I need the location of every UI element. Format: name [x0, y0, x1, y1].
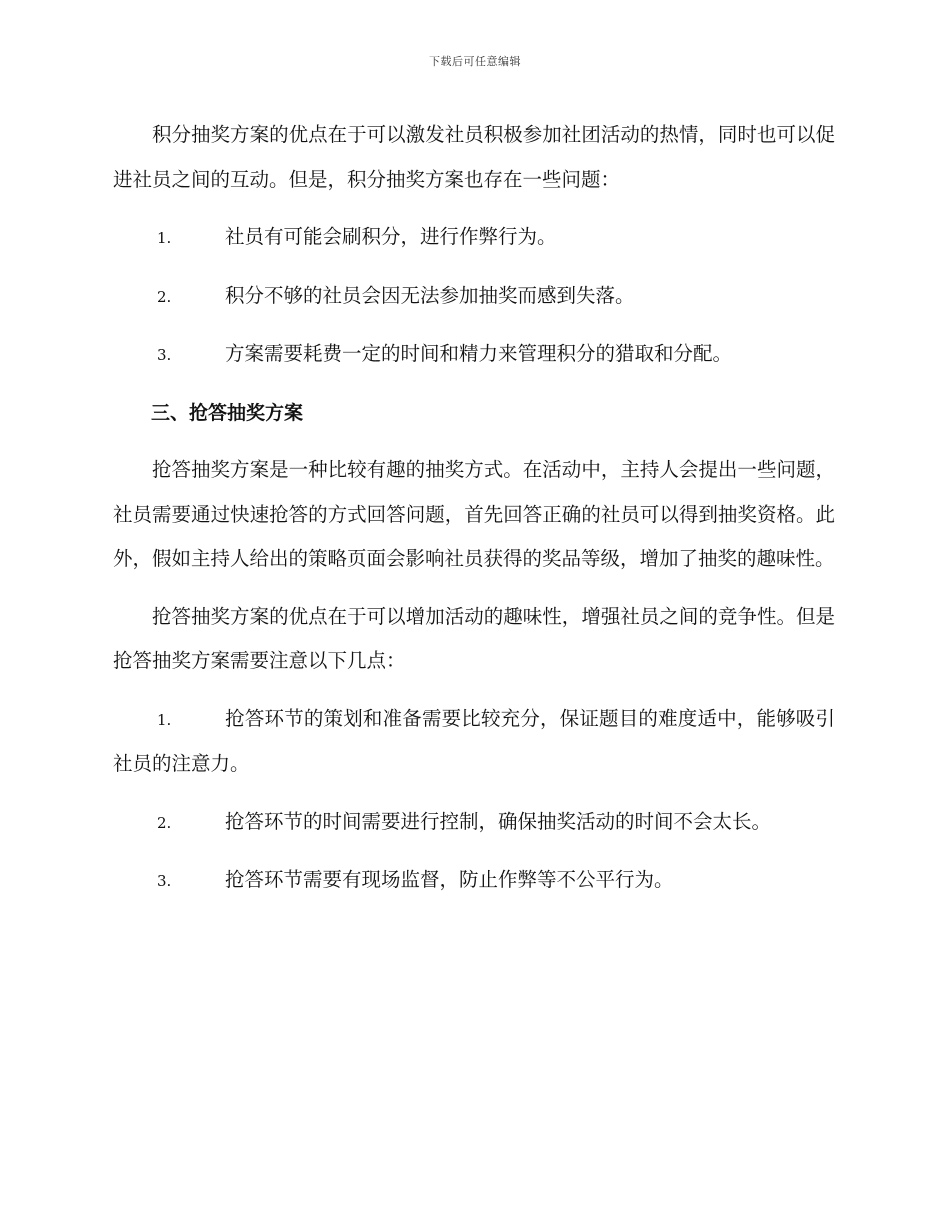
list-item-text: 社员有可能会刷积分，进行作弊行为。	[225, 225, 557, 248]
document-body	[113, 113, 835, 917]
list-item	[113, 215, 835, 261]
list-item	[113, 697, 835, 787]
list-item	[113, 332, 835, 378]
list-item	[113, 858, 835, 904]
list-item-text: 方案需要耗费一定的时间和精力来管理积分的猎取和分配。	[225, 342, 733, 365]
list-item-text: 积分不够的社员会因无法参加抽奖而感到失落。	[225, 283, 635, 307]
section-heading: 三、抢答抽奖方案	[151, 401, 304, 424]
list-number: 2.	[157, 813, 172, 832]
list-number: 3.	[157, 872, 172, 890]
list-number: 3.	[157, 346, 172, 364]
quiz-pros-paragraph: 抢答抽奖方案的优点在于可以增加活动的趣味性，增强社员之间的竞争性。但是抢答抽奖方案需要注意以下几点：	[113, 604, 835, 672]
list-item-text: 抢答环节的策划和准备需要比较充分，保证题目的难度适中，能够吸引社员的注意力。	[113, 706, 835, 775]
list-item-text: 抢答环节需要有现场监督，防止作弊等不公平行为。	[225, 868, 674, 891]
list-item	[113, 274, 835, 320]
points-pros-paragraph: 积分抽奖方案的优点在于可以激发社员积极参加社团活动的热情，同时也可以促进社员之间的互动。但是，积分抽奖方案也存在一些问题：	[113, 123, 835, 191]
list-item	[113, 800, 835, 846]
list-number: 2.	[157, 287, 172, 306]
quiz-description-paragraph: 抢答抽奖方案是一种比较有趣的抽奖方式。在活动中，主持人会提出一些问题，社员需要通过快速抢答的方式回答问题，首先回答正确的社员可以得到抽奖资格。此外，假如主持人给出的策略页面会影响社员获得的奖品等级，增加了抽奖的趣味性。	[113, 458, 835, 570]
list-number: 1.	[157, 229, 172, 247]
page-header: 下载后可任意编辑	[429, 55, 521, 68]
list-number: 1.	[157, 710, 172, 729]
list-item-text: 抢答环节的时间需要进行控制，确保抽奖活动的时间不会太长。	[225, 809, 772, 833]
